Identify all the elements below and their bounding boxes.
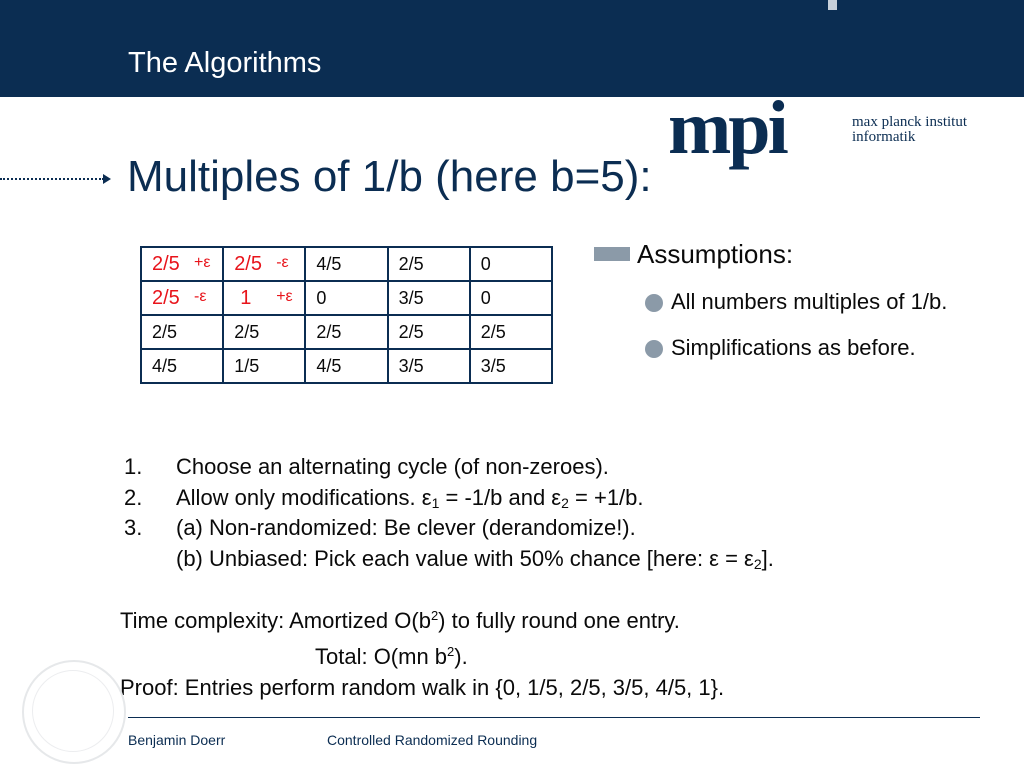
pointer-arrow-line [0, 178, 104, 180]
table-cell [223, 247, 305, 281]
step-number: 3. [124, 515, 143, 540]
table-cell [141, 247, 223, 281]
footer-author: Benjamin Doerr [128, 732, 226, 748]
assumptions-heading: Assumptions: [637, 239, 794, 269]
table-cell [470, 281, 552, 315]
table-row [141, 281, 552, 315]
table-cell [470, 247, 552, 281]
logo-line2: informatik [852, 129, 916, 145]
table-row [141, 247, 552, 281]
table-row [141, 315, 552, 349]
cell-epsilon: +ε [276, 288, 293, 305]
cell-value: 2/5 [480, 321, 506, 342]
cell-value: 2/5 [316, 321, 342, 342]
table-cell [470, 315, 552, 349]
table-cell [388, 281, 470, 315]
table-cell [305, 281, 387, 315]
pointer-arrow-icon [103, 174, 111, 184]
mpi-logo [668, 86, 988, 170]
cell-value: 2/5 [398, 321, 424, 342]
cell-value: 3/5 [398, 287, 424, 308]
table-row [141, 349, 552, 383]
assumption-text: Simplifications as before. [671, 335, 916, 360]
cell-value: 2/5 [234, 252, 262, 275]
slide-title: Multiples of 1/b (here b=5): [127, 152, 652, 201]
square-bullet-icon [594, 247, 630, 261]
assumption-text: All numbers multiples of 1/b. [671, 289, 948, 314]
cell-value: 1 [240, 286, 252, 309]
cell-value: 2/5 [234, 321, 260, 342]
header-title: The Algorithms [128, 47, 322, 79]
cell-value: 0 [480, 253, 491, 274]
seal-inner-ring [32, 670, 114, 752]
cell-value: 1/5 [234, 355, 260, 376]
logo-letters: mpi [668, 86, 786, 170]
header-bar [0, 0, 1024, 97]
cell-epsilon: +ε [194, 254, 211, 271]
table-cell [388, 315, 470, 349]
table-cell [223, 349, 305, 383]
cell-epsilon: -ε [194, 288, 207, 305]
cell-value: 0 [480, 287, 491, 308]
table-cell [305, 247, 387, 281]
cell-value: 4/5 [316, 253, 342, 274]
table-cell [305, 349, 387, 383]
cell-value: 4/5 [316, 355, 342, 376]
footer-divider [128, 717, 980, 718]
footer-talk-title: Controlled Randomized Rounding [327, 732, 538, 748]
proof-line: Proof: Entries perform random walk in {0, 1/5, 2/5, 3/5, 4/5, 1}. [120, 675, 725, 700]
step-text: Allow only modifications. $\varepsilon_1 = -1/b$ and $\varepsilon_2 = +1/b$. [176, 484, 644, 511]
logo-text [852, 115, 967, 145]
table-cell [141, 349, 223, 383]
cell-value: 4/5 [152, 355, 178, 376]
complexity-line: Time complexity: Amortized $O(b^2)$ to fully round one entry. [120, 608, 680, 633]
step-text: (a) Non-randomized: Be clever (derandomize!). [176, 515, 636, 540]
step-number: 2. [124, 484, 143, 510]
cell-epsilon: -ε [276, 254, 289, 271]
table-cell [223, 315, 305, 349]
header-mark [828, 0, 837, 10]
table-cell [388, 349, 470, 383]
table-cell [141, 315, 223, 349]
cell-value: 2/5 [152, 252, 180, 275]
table-cell [305, 315, 387, 349]
step-text: Choose an alternating cycle (of non-zeroes). [176, 454, 609, 479]
cell-value: 2/5 [152, 321, 178, 342]
value-matrix [140, 246, 553, 384]
cell-value: 0 [316, 287, 327, 308]
cell-value: 2/5 [398, 253, 424, 274]
complexity-total: Total: O(mn $b^2$). [315, 644, 468, 669]
table-cell [470, 349, 552, 383]
table-cell [141, 281, 223, 315]
complexity-block [120, 600, 724, 703]
step-number: 1. [124, 454, 143, 479]
logo-line1: max planck institut [852, 114, 967, 130]
circle-bullet-icon [645, 340, 663, 358]
step-text: (b) Unbiased: Pick each value with 50% chance [here: $\varepsilon = \varepsilon_2$]. [176, 545, 774, 572]
table-cell [388, 247, 470, 281]
cell-value: 3/5 [398, 355, 424, 376]
cell-value: 3/5 [480, 355, 506, 376]
circle-bullet-icon [645, 294, 663, 312]
cell-value: 2/5 [152, 286, 180, 309]
minerva-seal-icon [22, 660, 126, 764]
table-cell [223, 281, 305, 315]
